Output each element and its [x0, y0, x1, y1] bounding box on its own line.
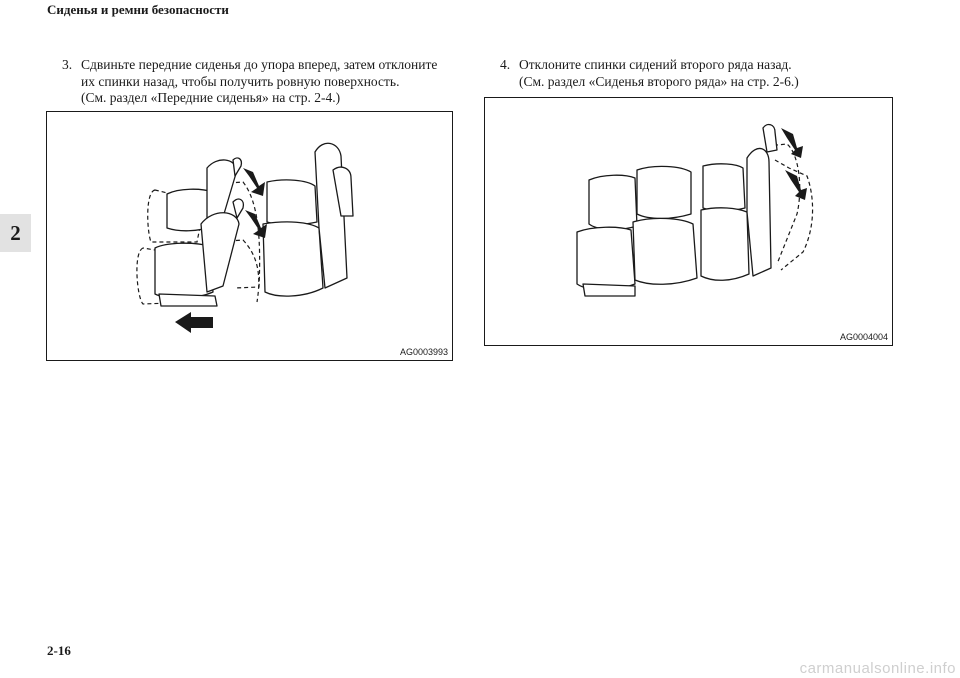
- step-text-line: их спинки назад, чтобы получить ровную поверхность.: [81, 73, 400, 89]
- step-3: [62, 57, 437, 107]
- step-reference: (См. раздел «Передние сиденья» на стр. 2-4.): [81, 90, 341, 105]
- figure-second-row-recline: [484, 97, 893, 346]
- page-number: 2-16: [47, 643, 71, 658]
- step-number: 3.: [62, 57, 73, 72]
- step-text-line: Отклоните спинки сидений второго ряда назад.: [519, 57, 792, 72]
- figure-code: AG0004004: [839, 332, 888, 342]
- section-header: Сиденья и ремни безопасности: [47, 2, 229, 17]
- seat-illustration-1: [47, 112, 452, 360]
- step-reference: (См. раздел «Сиденья второго ряда» на стр. 2-6.): [519, 73, 799, 89]
- step-4: [500, 57, 799, 90]
- step-number: 4.: [500, 57, 511, 72]
- figure-code: AG0003993: [399, 347, 448, 357]
- watermark: carmanualsonline.info: [799, 660, 956, 677]
- chapter-tab: 2: [0, 214, 31, 252]
- step-text-line: Сдвиньте передние сиденья до упора вперед, затем отклоните: [81, 57, 438, 72]
- seat-illustration-2: [485, 98, 892, 345]
- figure-front-seats-forward: [46, 111, 453, 361]
